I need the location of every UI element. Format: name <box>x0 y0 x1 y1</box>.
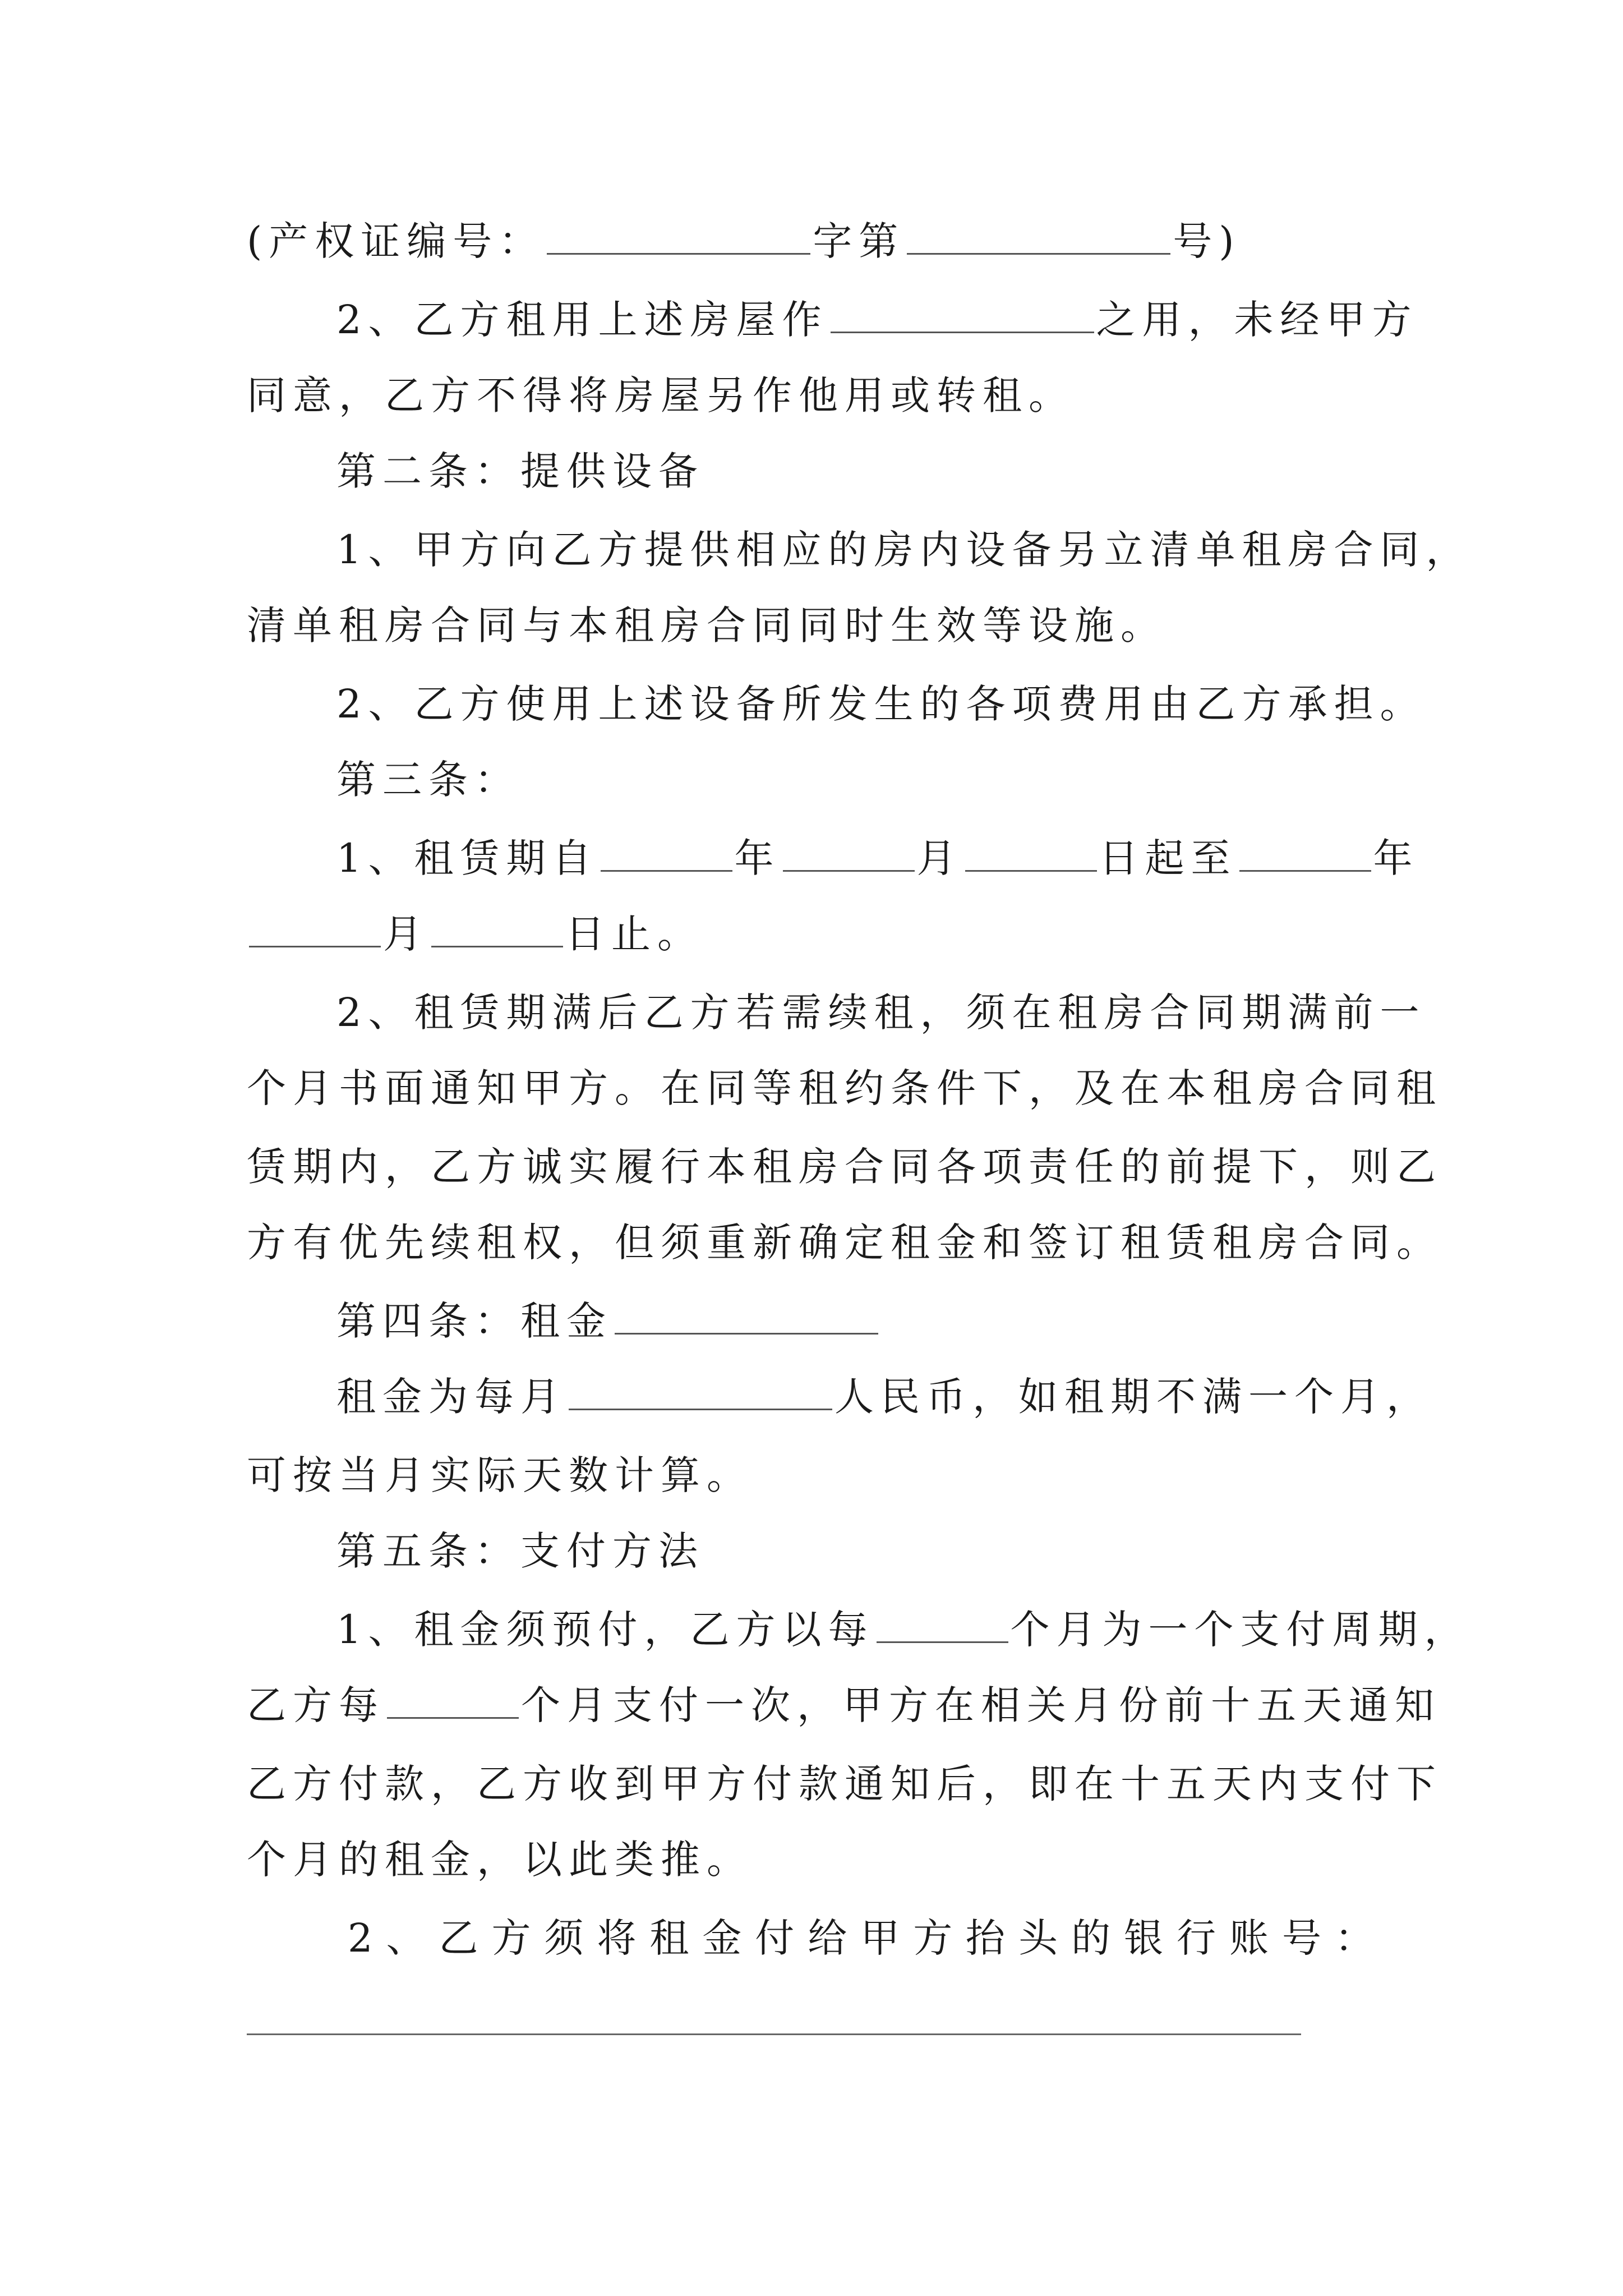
paragraph-line: 同意，乙方不得将房屋另作他用或转租。 <box>247 372 1075 418</box>
text: 乙方每 <box>247 1682 385 1728</box>
text: 个月支付一次，甲方在相关月份前十五天通知 <box>521 1682 1441 1728</box>
char: 的 <box>1071 1915 1111 1961</box>
fill-blank[interactable] <box>965 833 1097 872</box>
char: 头 <box>1018 1915 1058 1961</box>
text: 2、乙方租用上述房屋作 <box>336 297 828 343</box>
char: 、 <box>386 1915 426 1961</box>
fill-blank[interactable] <box>387 1680 519 1719</box>
paragraph-line: 2、租赁期满后乙方若需续租，须在租房合同期满前一 <box>336 990 1426 1036</box>
article-heading: 第二条：提供设备 <box>336 448 704 494</box>
article-heading <box>336 1293 880 1349</box>
char: 抬 <box>966 1915 1006 1961</box>
fill-blank[interactable] <box>877 1604 1008 1643</box>
text: 1、租金须预付，乙方以每 <box>336 1607 874 1653</box>
text: 第四条：租金 <box>336 1298 612 1344</box>
text: 人民币，如租期不满一个月， <box>834 1374 1432 1420</box>
lease-term-line-end <box>247 906 703 962</box>
text: 个月为一个支付周期， <box>1010 1607 1470 1653</box>
rent-amount-line <box>336 1369 1432 1425</box>
fill-blank[interactable] <box>907 216 1170 255</box>
paragraph-line: 乙方付款，乙方收到甲方付款通知后，即在十五天内支付下 <box>247 1761 1442 1807</box>
char: 账 <box>1229 1915 1269 1961</box>
char: 金 <box>702 1915 742 1961</box>
char: 乙 <box>439 1915 478 1961</box>
char: 行 <box>1177 1915 1216 1961</box>
fill-blank[interactable] <box>1239 833 1371 872</box>
fill-blank[interactable] <box>547 216 810 255</box>
char: 方 <box>913 1915 953 1961</box>
article-heading: 第三条： <box>336 757 520 803</box>
paragraph-line: 可按当月实际天数计算。 <box>247 1452 753 1498</box>
text: 1、租赁期自 <box>336 835 598 881</box>
paragraph-line: 1、甲方向乙方提供相应的房内设备另立清单租房合同， <box>336 527 1472 573</box>
text: 月 <box>916 835 963 881</box>
usage-clause-line <box>336 292 1418 348</box>
payment-frequency-line <box>247 1677 1441 1733</box>
char: 付 <box>755 1915 795 1961</box>
text: 之用，未经甲方 <box>1096 297 1418 343</box>
char: 将 <box>597 1915 637 1961</box>
paragraph-line: 个月的租金，以此类推。 <box>247 1837 753 1883</box>
lease-term-line <box>336 830 1419 886</box>
char: 方 <box>491 1915 531 1961</box>
paragraph-line: 方有优先续租权，但须重新确定租金和签订租赁租房合同。 <box>247 1220 1442 1266</box>
fill-blank[interactable] <box>431 909 563 947</box>
paragraph-line: 2、乙方使用上述设备所发生的各项费用由乙方承担。 <box>336 681 1426 727</box>
text: 年 <box>1373 835 1419 881</box>
char: 给 <box>808 1915 847 1961</box>
text: 号) <box>1173 218 1241 264</box>
char: 2 <box>348 1915 373 1961</box>
article-heading: 第五条：支付方法 <box>336 1528 704 1574</box>
fill-blank[interactable] <box>249 909 381 947</box>
fill-blank[interactable] <box>783 833 915 872</box>
text: 租金为每月 <box>336 1374 566 1420</box>
char: 须 <box>544 1915 584 1961</box>
char: 甲 <box>860 1915 900 1961</box>
payment-cycle-line <box>336 1602 1470 1658</box>
fill-blank[interactable] <box>615 1296 878 1335</box>
bank-account-line <box>348 1910 1374 1966</box>
paragraph-line: 清单租房合同与本租房合同同时生效等设施。 <box>247 602 1166 648</box>
text: 日止。 <box>565 911 703 957</box>
text: 月 <box>383 911 429 957</box>
text: 年 <box>734 835 781 881</box>
char: ： <box>1334 1915 1374 1961</box>
paragraph-line: 个月书面通知甲方。在同等租约条件下，及在本租房合同租 <box>247 1065 1442 1111</box>
text: 日起至 <box>1099 835 1237 881</box>
text: (产权证编号： <box>247 218 545 264</box>
char: 银 <box>1124 1915 1164 1961</box>
fill-blank[interactable] <box>569 1372 832 1410</box>
fill-blank[interactable] <box>831 295 1094 333</box>
text: 字第 <box>813 218 905 264</box>
property-cert-line <box>247 213 1241 269</box>
paragraph-line: 赁期内，乙方诚实履行本租房合同各项责任的前提下，则乙 <box>247 1144 1442 1190</box>
char: 号 <box>1281 1915 1321 1961</box>
char: 租 <box>649 1915 689 1961</box>
fill-blank[interactable] <box>601 833 732 872</box>
bank-account-blank[interactable] <box>247 2033 1301 2035</box>
